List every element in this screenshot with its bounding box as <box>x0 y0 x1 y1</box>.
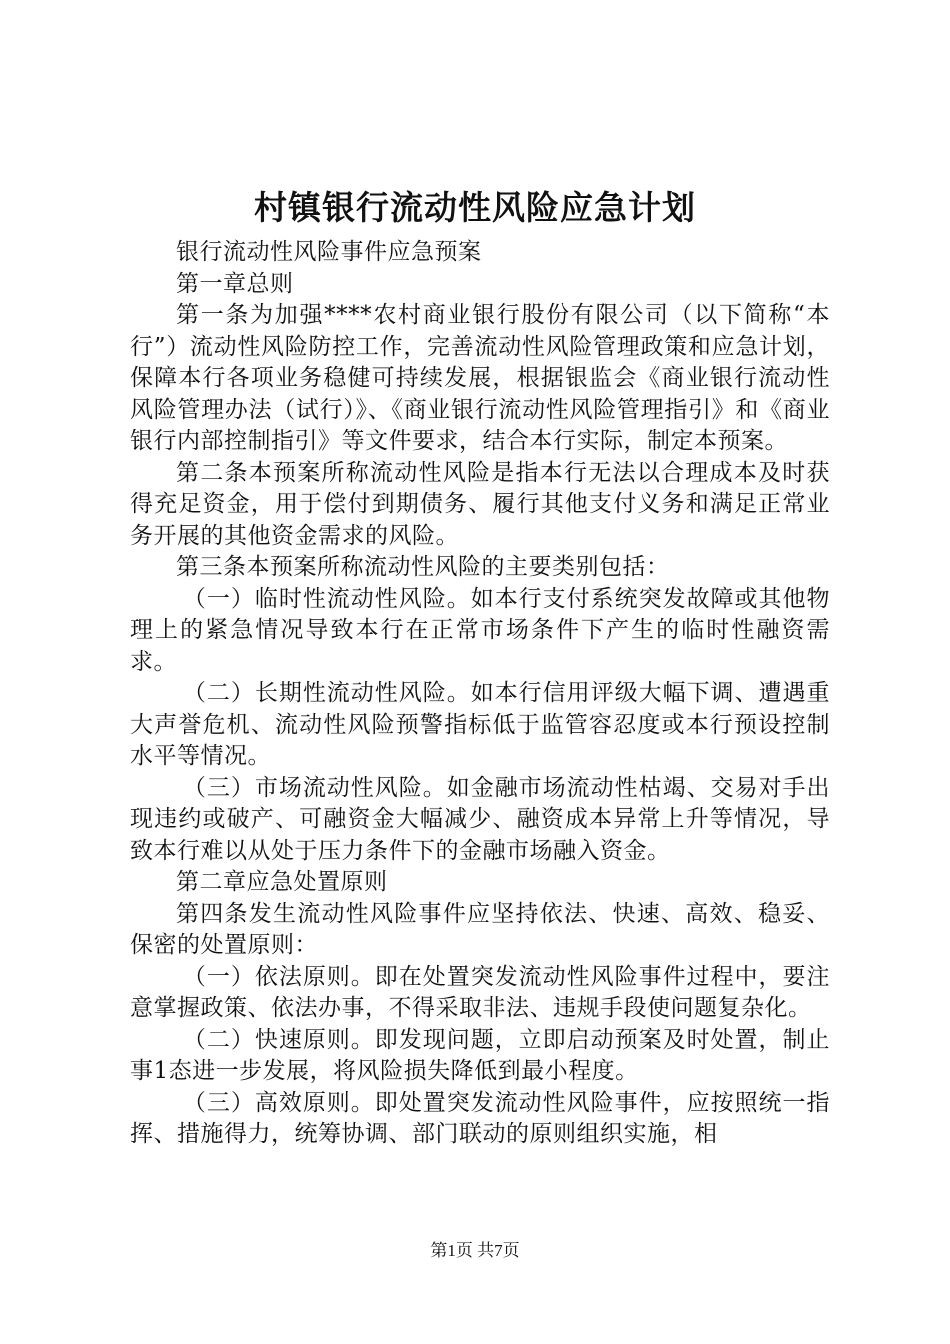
chapter-heading: 第二章应急处置原则 <box>176 869 388 895</box>
list-item: （一）依法原则。即在处置突发流动性风险事件过程中，要注意掌握政策、依法办事，不得采取非法、违规手段使问题复杂化。 <box>130 963 830 1021</box>
paragraph: 第三条本预案所称流动性风险的主要类别包括： <box>176 554 670 580</box>
paragraph: 银行流动性风险事件应急预案 <box>176 239 482 265</box>
list-item: （二）快速原则。即发现问题，立即启动预案及时处置，制止事1态进一步发展，将风险损失降低到最小程度。 <box>130 1026 830 1084</box>
paragraph: 第二条本预案所称流动性风险是指本行无法以合理成本及时获得充足资金，用于偿付到期债务、履行其他支付义务和满足正常业务开展的其他资金需求的风险。 <box>130 459 830 549</box>
list-item: （一）临时性流动性风险。如本行支付系统突发故障或其他物理上的紧急情况导致本行在正常市场条件下产生的临时性融资需求。 <box>130 585 830 675</box>
document-title: 村镇银行流动性风险应急计划 <box>254 188 696 227</box>
page-number-footer: 第1页 共7页 <box>430 1241 520 1260</box>
list-item: （三）市场流动性风险。如金融市场流动性枯竭、交易对手出现违约或破产、可融资金大幅减少、融资成本异常上升等情况，导致本行难以从处于压力条件下的金融市场融入资金。 <box>130 774 830 864</box>
paragraph: 第一条为加强****农村商业银行股份有限公司（以下简称“本行”）流动性风险防控工作，完善流动性风险管理政策和应急计划，保障本行各项业务稳健可持续发展，根据银监会《商业银行流动性风险管理办法（试行）》、《商业银行流动性风险管理指引》和《商业银行内部控制指引》等文件要求，结合本行实际，制定本预案。 <box>130 302 830 454</box>
document-body <box>130 237 830 1151</box>
chapter-heading: 第一章总则 <box>176 270 294 297</box>
list-item: （三）高效原则。即处置突发流动性风险事件，应按照统一指挥、措施得力，统筹协调、部门联动的原则组织实施，相 <box>130 1089 830 1147</box>
paragraph: 第四条发生流动性风险事件应坚持依法、快速、高效、稳妥、保密的处置原则： <box>130 900 830 958</box>
list-item: （二）长期性流动性风险。如本行信用评级大幅下调、遭遇重大声誉危机、流动性风险预警指标低于监管容忍度或本行预设控制水平等情况。 <box>130 680 830 769</box>
